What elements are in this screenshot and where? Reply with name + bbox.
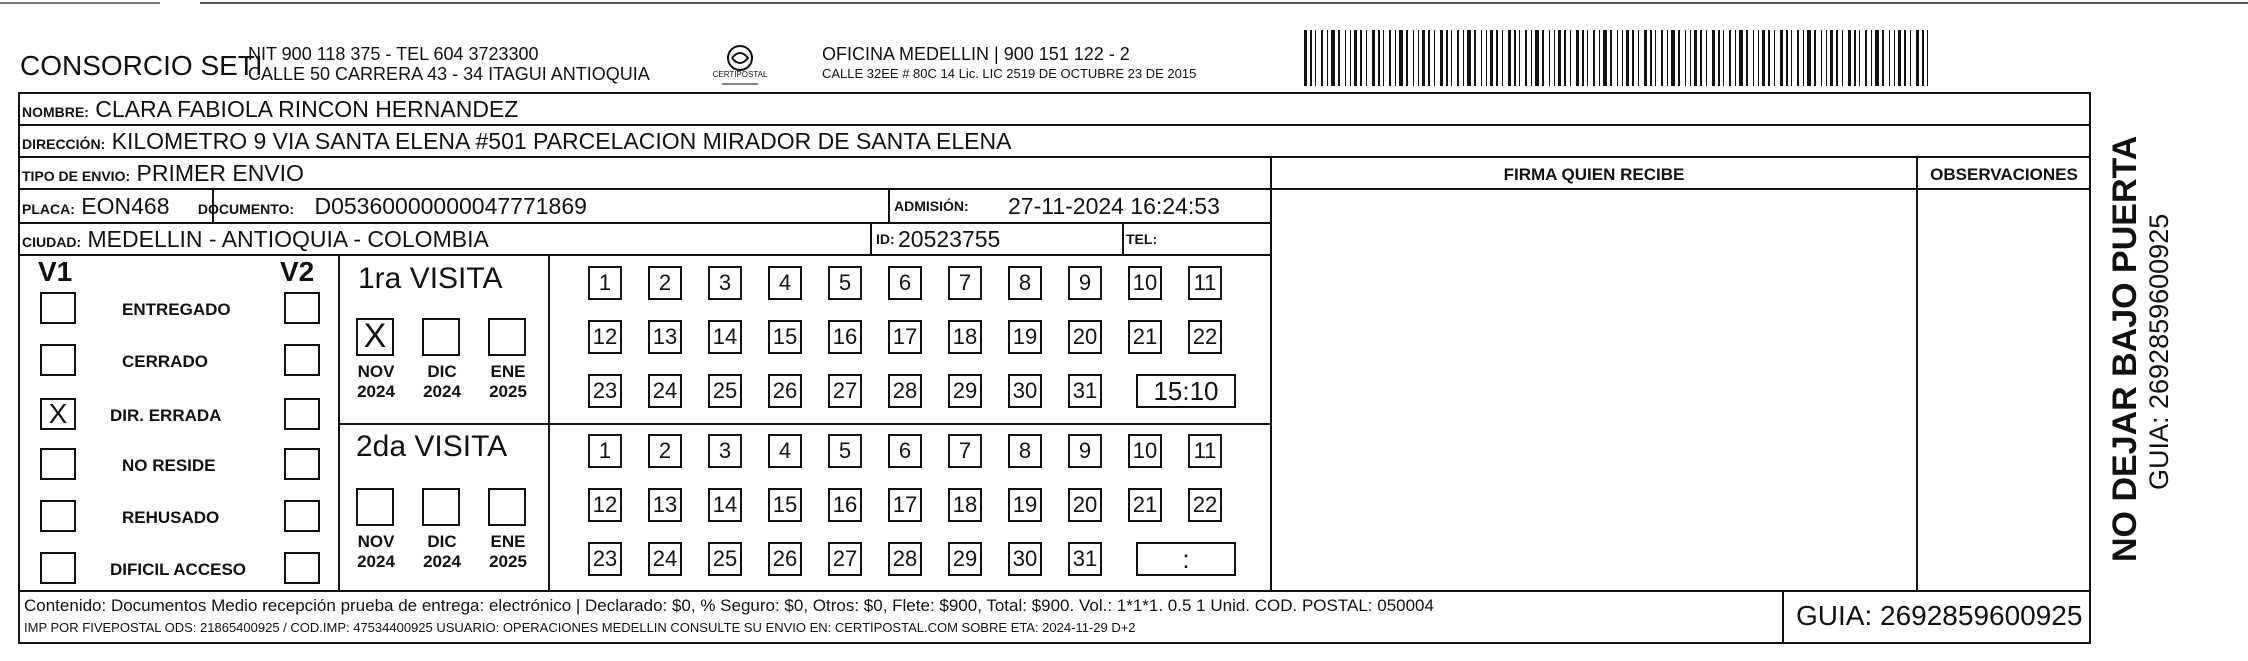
placa-label: PLACA: [22,201,75,217]
barcode-bar [1729,30,1731,86]
barcode-bar [1372,30,1375,86]
year-label: 2025 [489,382,527,401]
v2-checkbox[interactable] [284,398,320,430]
company-info [248,44,650,84]
month-checkbox[interactable] [422,488,460,526]
day-box[interactable]: 1 [588,434,622,468]
v1-checkbox[interactable] [40,500,76,532]
barcode-bar [1315,30,1316,86]
barcode-bar [1389,30,1391,86]
barcode-bar [1354,30,1357,86]
barcode-bar [1762,30,1765,86]
barcode-bar [1434,30,1435,86]
day-box[interactable]: 19 [1008,488,1042,522]
footer-print-line: IMP POR FIVEPOSTAL ODS: 21865400925 / COD.IMP: 47534400925 USUARIO: OPERACIONES MEDELLIN CONSULTE SU ENVIO EN: CERTIPOSTAL.COM SOBRE ETA: 2024-11-29 D+2 [24,620,1136,635]
day-box[interactable]: 14 [708,488,742,522]
day-box[interactable]: 31 [1068,374,1102,408]
barcode-bar [1603,30,1607,86]
visit-split-line [338,423,1270,425]
day-box[interactable]: 23 [588,542,622,576]
tipo-value: PRIMER ENVIO [136,160,304,186]
v2-checkbox[interactable] [284,344,320,376]
barcode-bar [1718,30,1720,86]
barcode-bar [1576,30,1579,86]
barcode-bar [1650,30,1652,86]
day-box[interactable]: 15 [768,488,802,522]
barcode-bar [1587,30,1588,86]
barcode-bar [1690,30,1691,86]
barcode-bar [1842,30,1843,86]
barcode-bar [1875,30,1879,86]
year-label: 2024 [423,552,461,571]
v1-checkbox[interactable] [40,552,76,584]
row-placa [18,190,1271,224]
barcode-bar [1916,30,1919,86]
month-label: NOV [357,532,395,551]
barcode-bar [1519,30,1520,86]
tel-label: TEL: [1126,231,1158,247]
barcode-bar [1599,30,1600,86]
row-nombre [18,94,2089,126]
day-box[interactable]: 17 [888,320,922,354]
day-box[interactable]: 20 [1068,320,1102,354]
month-checkbox[interactable] [488,318,526,356]
barcode-bar [1451,30,1452,86]
day-box[interactable]: 3 [708,434,742,468]
tipo-label: TIPO DE ENVIO: [22,168,131,184]
company-address: CALLE 50 CARRERA 43 - 34 ITAGUI ANTIOQUIA [248,64,650,84]
id-value: 20523755 [898,226,1001,252]
day-box[interactable]: 8 [1008,266,1042,300]
barcode-bar [1338,30,1340,86]
barcode-bar [1514,30,1516,86]
barcode-bar [1661,30,1663,86]
day-box[interactable]: 22 [1188,320,1222,354]
barcode-bar [1746,30,1748,86]
footer-guia-divider [1782,590,1784,644]
day-box[interactable]: 7 [948,266,982,300]
day-box[interactable]: 11 [1188,434,1222,468]
side-warning: NO DEJAR BAJO PUERTA [2106,135,2144,562]
year-label: 2024 [423,382,461,401]
barcode-bar [1463,30,1464,86]
day-box[interactable]: 16 [828,488,862,522]
barcode-bar [1331,30,1335,86]
barcode-bar [1638,30,1639,86]
day-box[interactable]: 30 [1008,374,1042,408]
barcode-bar [1327,30,1328,86]
barcode-bar [1399,30,1403,86]
nit-line: NIT 900 118 375 - TEL 604 3723300 [248,44,539,64]
barcode-bar [1622,30,1623,86]
status-label: NO RESIDE [122,456,216,475]
v1-checkbox[interactable] [40,448,76,480]
v2-checkbox[interactable] [284,448,320,480]
day-box[interactable]: 10 [1128,266,1162,300]
barcode-bar [1753,30,1754,86]
barcode-bar [1617,30,1618,86]
status-label: DIFICIL ACCESO [110,560,247,579]
barcode-bar [1898,30,1901,86]
barcode-bar [1406,30,1408,86]
first-visit-title: 1ra VISITA [358,262,503,295]
admision-divider [888,190,890,224]
office-info [822,44,1196,84]
barcode-bar [1768,30,1770,86]
office-address: CALLE 32EE # 80C 14 Lic. LIC 2519 DE OCTUBRE 23 DE 2015 [822,66,1197,81]
barcode-bar [1791,30,1792,86]
nombre-label: NOMBRE: [22,104,89,120]
firma-header-line [1270,188,2091,190]
barcode-bar [1632,30,1634,86]
v1-checkbox[interactable]: X [40,398,76,430]
barcode-bar [1496,30,1498,86]
barcode-bar [1366,30,1367,86]
barcode-bar [1535,30,1539,86]
status-label: ENTREGADO [122,300,231,319]
obs-left-border [1916,158,1918,590]
barcode-bar [1739,30,1743,86]
month-checkbox[interactable] [422,318,460,356]
barcode-bar [1383,30,1384,86]
barcode-bar [1865,30,1867,86]
barcode-bar [1345,30,1346,86]
id-label: ID: [876,231,895,247]
day-box[interactable]: 10 [1128,434,1162,468]
day-box[interactable]: 24 [648,542,682,576]
day-box[interactable]: 7 [948,434,982,468]
barcode-bar [1821,30,1822,86]
day-box[interactable]: 1 [588,266,622,300]
barcode-bar [1854,30,1856,86]
tel-divider [1122,224,1124,256]
barcode-bar [1694,30,1697,86]
documento-label: DOCUMENTO: [197,201,295,217]
barcode-bar [1413,30,1414,86]
direccion-label: DIRECCIÓN: [22,136,106,152]
day-box[interactable]: 13 [648,488,682,522]
barcode-bar [1582,30,1584,86]
barcode-bar [1549,30,1550,86]
barcode-bar [1554,30,1555,86]
barcode-bar [1486,30,1487,86]
barcode-bar [1481,30,1482,86]
month-label: DIC [427,532,457,551]
barcode-bar [1671,30,1675,86]
logo-text: CERTIPOSTAL [712,70,768,79]
admision-value: 27-11-2024 16:24:53 [1008,193,1220,219]
barcode [1302,30,1938,86]
side-guia: GUIA: 2692859600925 [2144,213,2174,490]
barcode-bar [1814,30,1816,86]
barcode-bar [1786,30,1788,86]
barcode-bar [1927,30,1928,86]
barcode-bar [1360,30,1362,86]
month-label: NOV [357,362,395,381]
direccion-value: KILOMETRO 9 VIA SANTA ELENA #501 PARCELACION MIRADOR DE SANTA ELENA [111,128,1012,154]
ciudad-value: MEDELLIN - ANTIOQUIA - COLOMBIA [87,226,489,252]
month-label: DIC [427,362,457,381]
barcode-bar [1395,30,1396,86]
barcode-bar [1922,30,1924,86]
barcode-bar [1774,30,1775,86]
barcode-bar [1446,30,1448,86]
day-box[interactable]: 29 [948,374,982,408]
barcode-bar [1321,30,1323,86]
v2-label: V2 [280,256,315,287]
day-box[interactable]: 2 [648,266,682,300]
day-box[interactable]: 25 [708,542,742,576]
status-label: DIR. ERRADA [110,406,222,425]
year-label: 2024 [357,382,395,401]
day-box[interactable]: 27 [828,542,862,576]
day-box[interactable]: 18 [948,488,982,522]
barcode-bar [1525,30,1527,86]
barcode-bar [1644,30,1647,86]
barcode-bar [1685,30,1686,86]
barcode-bar [1310,30,1312,86]
barcode-bar [1531,30,1532,86]
day-box[interactable]: 22 [1188,488,1222,522]
barcode-bar [1904,30,1906,86]
barcode-bar [1422,30,1425,86]
day-box[interactable]: 29 [948,542,982,576]
documento-value: D05360000000047771869 [314,193,587,219]
time-field[interactable]: : [1136,542,1236,576]
v2-checkbox[interactable] [284,500,320,532]
barcode-bar [1467,30,1471,86]
day-box[interactable]: 9 [1068,434,1102,468]
day-box[interactable]: 13 [648,320,682,354]
footer-guia: GUIA: 2692859600925 [1796,600,2083,631]
day-box[interactable]: 16 [828,320,862,354]
day-box[interactable]: 4 [768,266,802,300]
barcode-bar [1830,30,1833,86]
barcode-bar [1440,30,1443,86]
day-box[interactable]: 25 [708,374,742,408]
barcode-bar [1474,30,1476,86]
row-ciudad [18,224,1271,256]
barcode-bar [1304,30,1307,86]
month-label: ENE [490,362,526,381]
firma-left-border [1270,158,1272,590]
firma-label: FIRMA QUIEN RECIBE [1503,165,1685,184]
year-label: 2025 [489,552,527,571]
barcode-bar [1836,30,1838,86]
month-checkbox[interactable] [488,488,526,526]
barcode-bar [1593,30,1595,86]
footer-content-line: Contenido: Documentos Medio recepción prueba de entrega: electrónico | Declarado: $0, % Seguro: $0, Otros: $0, Flete: $900, Total: $900. Vol.: 1*1*1. 0.5 1 Unid. COD. POSTAL: 050004 [24,596,1434,615]
day-box[interactable]: 23 [588,374,622,408]
barcode-bar [1570,30,1571,86]
day-box[interactable]: 31 [1068,542,1102,576]
barcode-bar [1848,30,1851,86]
barcode-bar [1803,30,1804,86]
placa-value: EON468 [81,193,170,219]
day-box[interactable]: 2 [648,434,682,468]
barcode-bar [1502,30,1503,86]
day-box[interactable]: 18 [948,320,982,354]
day-box[interactable]: 6 [888,266,922,300]
day-box[interactable]: 4 [768,434,802,468]
day-box[interactable]: 19 [1008,320,1042,354]
row-tipo [18,158,1271,190]
observaciones-label: OBSERVACIONES [1930,165,2078,184]
status-label: CERRADO [122,352,208,371]
second-visit-title: 2da VISITA [356,430,508,463]
day-box[interactable]: 28 [888,374,922,408]
nombre-value: CLARA FABIOLA RINCON HERNANDEZ [95,96,519,122]
day-box[interactable]: 5 [828,434,862,468]
barcode-bar [1350,30,1351,86]
barcode-bar [1700,30,1702,86]
barcode-bar [1678,30,1680,86]
barcode-bar [1758,30,1759,86]
day-box[interactable]: 12 [588,488,622,522]
footer-top-line [18,590,2091,592]
day-box[interactable]: 20 [1068,488,1102,522]
barcode-bar [1723,30,1724,86]
certipostal-logo [712,40,768,92]
barcode-bar [1655,30,1656,86]
barcode-bar [1508,30,1511,86]
time-field[interactable]: 15:10 [1136,374,1236,408]
barcode-bar [1610,30,1612,86]
day-box[interactable]: 24 [648,374,682,408]
month-checkbox[interactable]: X [356,318,394,356]
barcode-bar [1780,30,1783,86]
day-box[interactable]: 6 [888,434,922,468]
barcode-bar [1457,30,1459,86]
day-box[interactable]: 14 [708,320,742,354]
v1-checkbox[interactable] [40,344,76,376]
barcode-bar [1807,30,1811,86]
day-box[interactable]: 5 [828,266,862,300]
barcode-bar [1859,30,1860,86]
day-box[interactable]: 3 [708,266,742,300]
barcode-bar [1735,30,1736,86]
barcode-bar [1564,30,1566,86]
barcode-bar [1889,30,1890,86]
v1-checkbox[interactable] [40,292,76,324]
top-edge-mark [0,2,160,4]
barcode-bar [1871,30,1872,86]
barcode-bar [1706,30,1707,86]
day-box[interactable]: 12 [588,320,622,354]
status-label: REHUSADO [122,508,220,527]
barcode-bar [1712,30,1715,86]
ciudad-label: CIUDAD: [22,234,82,250]
barcode-bar [1894,30,1895,86]
day-box[interactable]: 26 [768,542,802,576]
row-direccion [18,126,2089,158]
placa-divider [212,190,214,224]
barcode-bar [1626,30,1629,86]
barcode-bar [1378,30,1380,86]
year-label: 2024 [357,552,395,571]
top-edge-line [200,2,2248,4]
day-box[interactable]: 21 [1128,488,1162,522]
company-name: CONSORCIO SETI [20,50,263,81]
barcode-bar [1882,30,1884,86]
barcode-bar [1558,30,1561,86]
month-checkbox[interactable] [356,488,394,526]
day-box[interactable]: 28 [888,542,922,576]
v2-checkbox[interactable] [284,292,320,324]
barcode-bar [1667,30,1668,86]
day-box[interactable]: 30 [1008,542,1042,576]
barcode-bar [1826,30,1827,86]
day-box[interactable]: 26 [768,374,802,408]
barcode-bar [1428,30,1430,86]
v2-checkbox[interactable] [284,552,320,584]
day-box[interactable]: 21 [1128,320,1162,354]
v1-label: V1 [38,256,73,287]
day-box[interactable]: 11 [1188,266,1222,300]
day-box[interactable]: 8 [1008,434,1042,468]
month-label: ENE [490,532,526,551]
day-box[interactable]: 27 [828,374,862,408]
barcode-bar [1910,30,1911,86]
barcode-bar [1490,30,1493,86]
barcode-bar [1418,30,1419,86]
office-line: OFICINA MEDELLIN | 900 151 122 - 2 [822,44,1130,64]
barcode-bar [1797,30,1799,86]
day-box[interactable]: 17 [888,488,922,522]
id-divider [870,224,872,256]
day-box[interactable]: 9 [1068,266,1102,300]
day-box[interactable]: 15 [768,320,802,354]
barcode-bar [1542,30,1544,86]
admision-label: ADMISIÓN: [894,198,969,214]
